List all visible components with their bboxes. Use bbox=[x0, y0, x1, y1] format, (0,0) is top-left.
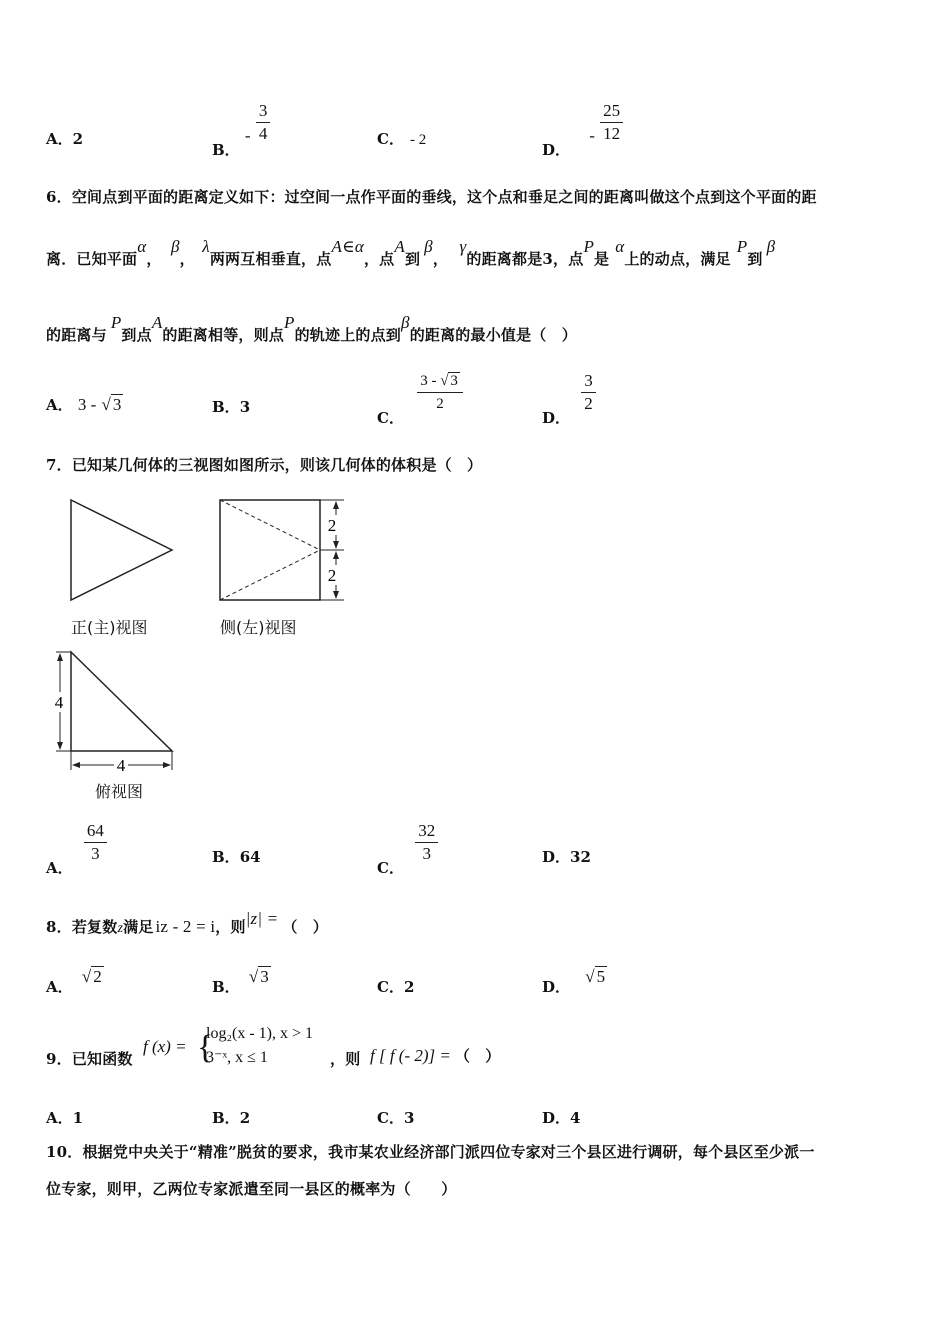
q9-option-c: C．3 bbox=[377, 1109, 415, 1127]
side-view-dashed-lower bbox=[220, 550, 320, 600]
side-view-dashed-upper bbox=[220, 500, 320, 550]
q5-option-c: C． - 2 bbox=[377, 130, 427, 148]
q7-option-a: A． $\frac{64}{3}$ bbox=[46, 820, 107, 865]
side-dim-label-upper: 2 bbox=[327, 516, 337, 535]
q6-option-b: B．3 bbox=[212, 398, 251, 416]
q8-option-d: D． √ 5 bbox=[542, 967, 606, 996]
q6-option-a: A． 3 - √ 3 bbox=[46, 395, 122, 414]
front-view-caption: 正(主)视图 bbox=[71, 618, 148, 637]
q9-case-1: log₂(x - 1), x > 1 bbox=[206, 1025, 314, 1042]
front-view-triangle bbox=[71, 500, 172, 600]
q9-case-2: 3⁻ˣ, x ≤ 1 bbox=[206, 1049, 268, 1066]
q7-option-d: D．32 bbox=[542, 848, 591, 866]
q9-brace: { bbox=[197, 1029, 214, 1066]
q5-option-a: A．2 bbox=[46, 130, 84, 148]
q8-question: 8．若复数z满足 iz - 2 = i，则|z| = （ ） bbox=[46, 909, 328, 936]
side-view-square bbox=[220, 500, 320, 600]
q9-composite: f [ f (- 2)] = （ ） bbox=[370, 1046, 501, 1065]
q5-option-d: D． - $\frac{25}{12}$ bbox=[542, 100, 623, 145]
q8-option-a: A． √ 2 bbox=[46, 967, 102, 996]
top-dim-label-vertical: 4 bbox=[54, 693, 64, 712]
q6-line1: 6．空间点到平面的距离定义如下：过空间一点作平面的垂线，这个点和垂足之间的距离叫做这个点到这个平面的距 bbox=[46, 188, 817, 206]
q7-option-b: B．64 bbox=[212, 848, 261, 866]
top-dim-label-horizontal: 4 bbox=[116, 756, 126, 775]
side-dim-label-lower: 2 bbox=[327, 566, 337, 585]
top-view-caption: 俯视图 bbox=[95, 782, 144, 801]
q7-option-c: C． $\frac{32}{3}$ bbox=[377, 820, 438, 865]
q8-option-b: B． √ 3 bbox=[212, 967, 269, 996]
q10-line1: 10．根据党中央关于“精准”脱贫的要求，我市某农业经济部门派四位专家对三个县区进行调研，每个县区至少派一 bbox=[46, 1143, 815, 1161]
q8-option-c: C．2 bbox=[377, 978, 415, 996]
q9-function-def: f (x) = bbox=[143, 1037, 187, 1056]
side-view-caption: 侧(左)视图 bbox=[220, 618, 297, 637]
q10-line2: 位专家，则甲，乙两位专家派遣至同一县区的概率为（ ） bbox=[46, 1180, 457, 1198]
q6-option-d: D． $\frac{3}{2}$ bbox=[542, 370, 596, 415]
q9-text-start: 9．已知函数 bbox=[46, 1050, 133, 1068]
q6-line3: 的距离与P到点A的距离相等，则点P的轨迹上的点到β的距离的最小值是（ ） bbox=[46, 313, 577, 344]
q7-question: 7．已知某几何体的三视图如图所示，则该几何体的体积是（ ） bbox=[46, 456, 483, 474]
top-view-triangle bbox=[71, 652, 172, 751]
q5-option-b: B． - $\frac{3}{4}$ bbox=[212, 100, 270, 145]
q9-text-then: ，则 bbox=[330, 1050, 361, 1068]
q9-cases bbox=[206, 1022, 313, 1070]
q6-option-c: C． $\frac{3 - √ 3}{2}$ bbox=[377, 370, 463, 415]
q9-option-d: D．4 bbox=[542, 1109, 581, 1127]
q6-line2: 离．已知平面α， β， λ两两互相垂直，点A∈α，点A到β， γ的距离都是3，点P是α上的动点，满足P到β bbox=[46, 237, 776, 268]
q9-option-a: A．1 bbox=[46, 1109, 84, 1127]
q9-option-b: B．2 bbox=[212, 1109, 251, 1127]
